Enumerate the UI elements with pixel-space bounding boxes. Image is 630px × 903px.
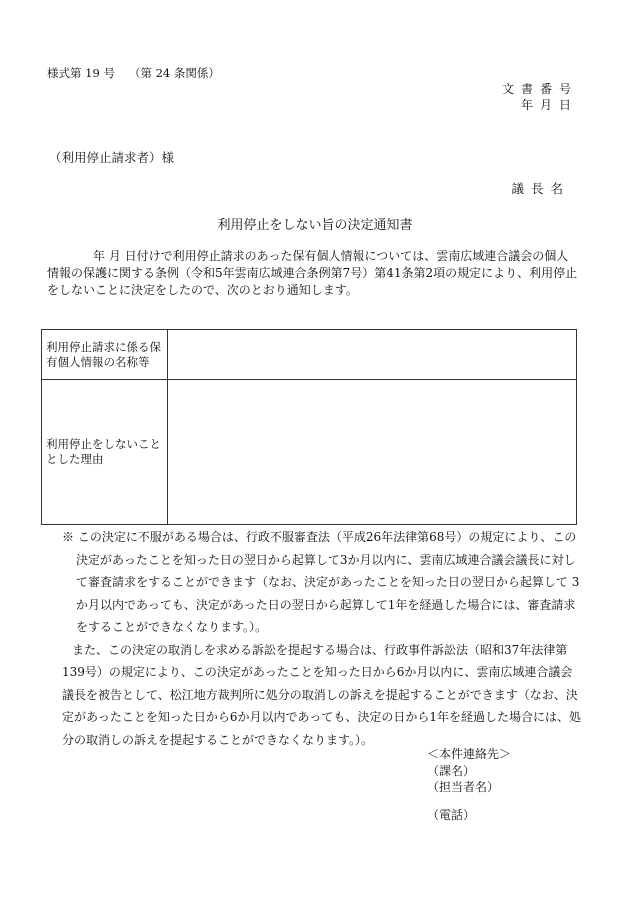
table-row <box>42 380 577 525</box>
notes-section <box>62 526 582 751</box>
contact-heading: ＜本件連絡先＞ <box>427 747 512 761</box>
lawsuit-note: また、この決定の取消しを求める訴訟を提起する場合は、行政事件訴訟法（昭和37年法律第139号）の規定により、この決定があったことを知った日から6か月以内に、雲南広域連合議会議長を被告として、松江地方裁判所に処分の取消しの訴えを提起することができます（なお、決定があったことを知った日から6か月以内であっても、決定の日から1年を経過した場合には、処分の取消しの訴えを提起することができなくなります。）。 <box>62 642 582 747</box>
document-number-label: 文書番号 <box>501 82 578 96</box>
document-title: 利用停止をしない旨の決定通知書 <box>217 218 413 233</box>
form-number: 様式第 19 号 <box>47 66 115 80</box>
intro-paragraph <box>47 248 580 299</box>
info-table <box>41 329 577 525</box>
contact-phone: （電話） <box>427 807 476 822</box>
table-row <box>42 330 577 380</box>
form-number-line <box>47 65 220 81</box>
info-name-label: 利用停止請求に係る保有個人情報の名称等 <box>42 330 168 380</box>
intro-text: 年 月 日付けで利用停止請求のあった保有個人情報については、雲南広域連合議会の個人情報の保護に関する条例（令和5年雲南広域連合条例第7号）第41条第2項の規定により、利用停止をしないことに決定をしたので、次のとおり通知します。 <box>47 249 578 297</box>
reason-label: 利用停止をしないこととした理由 <box>42 380 168 525</box>
date-label: 年月日 <box>520 98 578 112</box>
related-article: （第 24 条関係） <box>128 66 220 80</box>
addressee: （利用停止請求者）様 <box>49 150 175 165</box>
reason-value[interactable] <box>168 380 577 525</box>
contact-block <box>427 746 511 823</box>
contact-person: （担当者名） <box>427 780 500 794</box>
contact-section: （課名） <box>427 763 476 778</box>
info-name-value[interactable] <box>168 330 577 380</box>
sender-name: 議長名 <box>511 181 570 196</box>
appeal-note: ※ この決定に不服がある場合は、行政不服審査法（平成26年法律第68号）の規定により、この決定があったことを知った日の翌日から起算して3か月以内に、雲南広域連合議会議長に対して審査請求をすることができます（なお、決定があったことを知った日の翌日から起算して 3 か月以内であっても、決定があった日の翌日から起算して1年を経過した場合には、審査請求をすることができなくなります。）。 <box>62 530 580 634</box>
